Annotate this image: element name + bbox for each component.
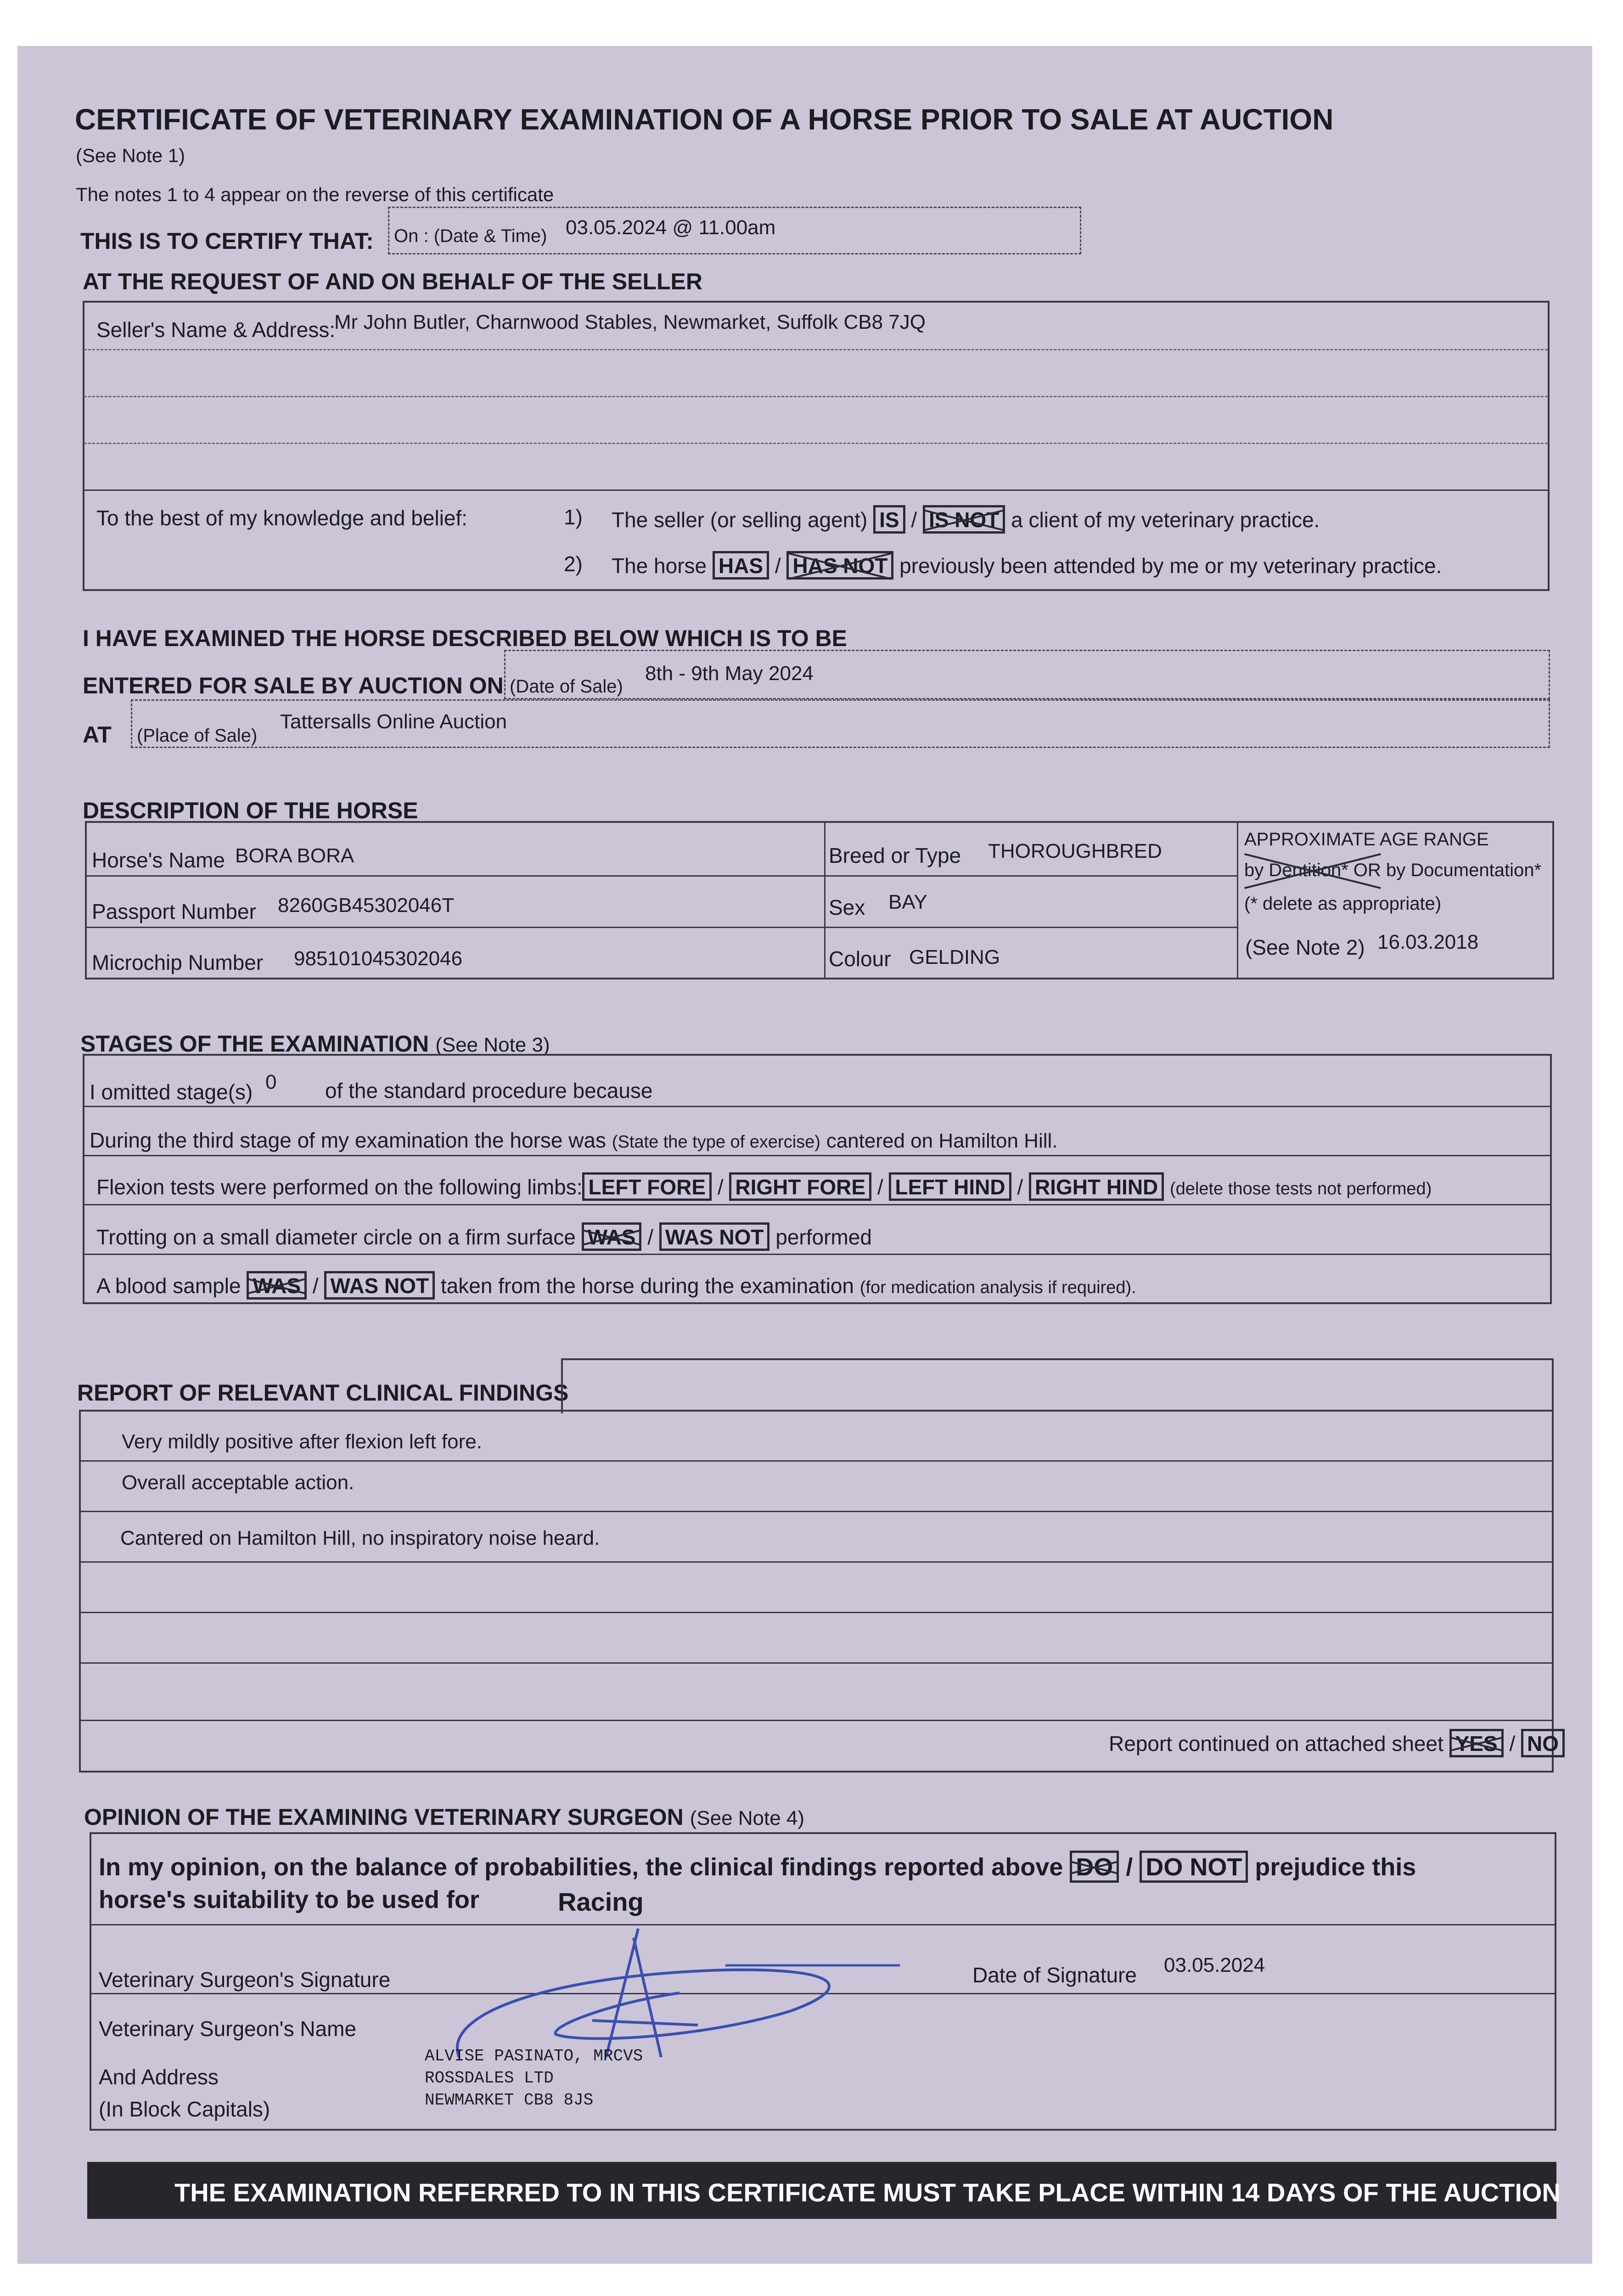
stamp-line-2: ROSSDALES LTD: [425, 2069, 554, 2088]
continued-row: [1109, 1729, 1565, 1757]
slash: /: [717, 1175, 724, 1199]
slash: /: [1017, 1175, 1023, 1199]
left-fore-option[interactable]: LEFT FORE: [582, 1172, 712, 1201]
report-box: [79, 1410, 1554, 1773]
age-value[interactable]: 16.03.2018: [1377, 931, 1479, 953]
is-option[interactable]: IS: [873, 505, 905, 534]
third-stage-label: During the third stage of my examination the horse was: [90, 1128, 607, 1152]
seller-box: [83, 301, 1550, 591]
trot-was-not-option[interactable]: WAS NOT: [659, 1222, 770, 1251]
address-label: And Address: [99, 2065, 219, 2089]
continued-label: Report continued on attached sheet: [1109, 1732, 1443, 1756]
item1-suffix: a client of my veterinary practice.: [1011, 508, 1320, 532]
continued-yes-option-deleted[interactable]: YES: [1449, 1729, 1504, 1757]
item2-number: 2): [564, 552, 583, 576]
finding-line-3[interactable]: Cantered on Hamilton Hill, no inspiratory noise heard.: [120, 1527, 600, 1549]
item2-suffix: previously been attended by me or my veterinary practice.: [899, 554, 1442, 578]
report-section-heading: REPORT OF RELEVANT CLINICAL FINDINGS: [77, 1380, 569, 1406]
divider: [80, 1561, 1552, 1563]
opinion-use-value[interactable]: Racing: [558, 1887, 644, 1916]
omitted-label: I omitted stage(s): [90, 1080, 253, 1104]
stages-see-note-3: (See Note 3): [435, 1034, 550, 1056]
description-section-heading: DESCRIPTION OF THE HORSE: [83, 798, 418, 823]
stamp-line-1: ALVISE PASINATO, MRCVS: [425, 2047, 643, 2065]
breed-value[interactable]: THOROUGHBRED: [988, 840, 1162, 862]
block-capitals-label: (In Block Capitals): [99, 2097, 270, 2121]
third-stage-note: (State the type of exercise): [612, 1132, 820, 1152]
age-delete-note: (* delete as appropriate): [1244, 894, 1442, 914]
stages-heading-row: [80, 1032, 550, 1055]
divider: [84, 1106, 1550, 1107]
blood-label: A blood sample: [96, 1274, 241, 1298]
divider: [80, 1612, 1552, 1613]
date-of-signature-value[interactable]: 03.05.2024: [1164, 1954, 1265, 1976]
divider: [84, 396, 1548, 397]
finding-line-1[interactable]: Very mildly positive after flexion left fore.: [122, 1430, 482, 1453]
right-hind-option[interactable]: RIGHT HIND: [1029, 1172, 1164, 1201]
left-hind-option[interactable]: LEFT HIND: [889, 1172, 1011, 1201]
opinion-text-2: prejudice this: [1255, 1853, 1416, 1881]
is-not-option-deleted[interactable]: IS NOT: [923, 505, 1005, 534]
by-documentation[interactable]: by Documentation*: [1386, 860, 1542, 880]
blood-note: (for medication analysis if required).: [859, 1278, 1136, 1297]
sex-value[interactable]: BAY: [888, 891, 927, 913]
trot-suffix: performed: [775, 1225, 872, 1249]
slash: /: [775, 554, 781, 578]
item1-row: [612, 505, 1320, 534]
third-stage-row: [90, 1130, 1058, 1151]
datetime-value: 03.05.2024 @ 11.00am: [566, 216, 776, 239]
date-of-signature-label: Date of Signature: [972, 1963, 1137, 1987]
sale-line2: ENTERED FOR SALE BY AUCTION ON: [83, 673, 504, 698]
age-range-title: APPROXIMATE AGE RANGE: [1244, 829, 1489, 850]
divider: [84, 349, 1548, 350]
slash: /: [647, 1225, 654, 1249]
colour-value[interactable]: GELDING: [909, 946, 1000, 968]
colour-label: Colour: [829, 947, 891, 971]
sale-place-value: Tattersalls Online Auction: [280, 710, 507, 733]
trot-row: [96, 1222, 872, 1251]
opinion-text-1: In my opinion, on the balance of probabilities, the clinical findings reported above: [99, 1853, 1063, 1881]
divider: [84, 1155, 1550, 1156]
see-note-1: (See Note 1): [76, 145, 185, 166]
continued-no-option[interactable]: NO: [1521, 1729, 1565, 1757]
third-stage-value[interactable]: cantered on Hamilton Hill.: [826, 1130, 1058, 1152]
signature-label: Veterinary Surgeon's Signature: [99, 1968, 391, 1992]
divider: [80, 1662, 1552, 1664]
flexion-label: Flexion tests were performed on the following limbs:: [96, 1175, 583, 1199]
age-method-row: [1244, 861, 1541, 879]
by-dentition-deleted[interactable]: by Dentition* OR: [1244, 860, 1381, 880]
divider: [86, 875, 1237, 877]
opinion-text-row: [99, 1851, 1416, 1883]
surgeon-name-label: Veterinary Surgeon's Name: [99, 2017, 357, 2041]
trot-label: Trotting on a small diameter circle on a firm surface: [96, 1225, 576, 1249]
blood-suffix: taken from the horse during the examination: [440, 1274, 854, 1298]
divider: [80, 1511, 1552, 1512]
passport-value[interactable]: 8260GB45302046T: [278, 894, 455, 917]
breed-label: Breed or Type: [829, 844, 961, 867]
seller-name-value[interactable]: Mr John Butler, Charnwood Stables, Newmarket, Suffolk CB8 7JQ: [334, 311, 926, 333]
age-see-note-2: (See Note 2): [1245, 935, 1365, 959]
item2-row: [612, 551, 1442, 580]
flexion-row: [96, 1172, 1432, 1201]
datetime-label: On : (Date & Time): [394, 226, 547, 246]
slash: /: [1509, 1732, 1516, 1756]
microchip-value[interactable]: 985101045302046: [294, 947, 463, 970]
horse-name-label: Horse's Name: [92, 848, 225, 872]
notes-line: The notes 1 to 4 appear on the reverse of this certificate: [76, 184, 554, 205]
has-not-option-deleted[interactable]: HAS NOT: [786, 551, 893, 580]
slash: /: [312, 1274, 319, 1298]
stamp-line-3: NEWMARKET CB8 8JS: [425, 2091, 594, 2110]
item2-prefix: The horse: [612, 554, 707, 578]
seller-section-heading: AT THE REQUEST OF AND ON BEHALF OF THE SELLER: [83, 269, 702, 294]
microchip-label: Microchip Number: [92, 951, 264, 974]
opinion-heading-row: [84, 1806, 804, 1829]
at-label: AT: [83, 722, 112, 748]
sale-date-label: (Date of Sale): [510, 676, 623, 697]
stages-section-heading: STAGES OF THE EXAMINATION: [80, 1031, 429, 1057]
blood-was-not-option[interactable]: WAS NOT: [324, 1271, 435, 1300]
do-option-deleted[interactable]: DO: [1070, 1851, 1119, 1883]
opinion-see-note-4: (See Note 4): [690, 1807, 805, 1829]
sale-place-label: (Place of Sale): [137, 726, 258, 746]
opinion-section-heading: OPINION OF THE EXAMINING VETERINARY SURGEON: [84, 1804, 684, 1830]
item1-prefix: The seller (or selling agent): [612, 508, 868, 532]
omitted-value[interactable]: 0: [265, 1071, 277, 1093]
divider: [1237, 822, 1238, 979]
right-fore-option[interactable]: RIGHT FORE: [729, 1172, 871, 1201]
divider: [824, 822, 826, 979]
opinion-text-3: horse's suitability to be used for: [99, 1886, 479, 1913]
blood-was-option-deleted[interactable]: WAS: [247, 1271, 307, 1300]
footer-text: THE EXAMINATION REFERRED TO IN THIS CERTIFICATE MUST TAKE PLACE WITHIN 14 DAYS OF THE AUCTION: [174, 2178, 1561, 2207]
divider: [84, 443, 1548, 444]
sale-line1: I HAVE EXAMINED THE HORSE DESCRIBED BELOW WHICH IS TO BE: [83, 625, 847, 651]
seller-name-label: Seller's Name & Address:: [96, 318, 336, 342]
slash: /: [877, 1175, 883, 1199]
passport-label: Passport Number: [92, 900, 256, 923]
blood-row: [96, 1271, 1136, 1300]
sex-label: Sex: [829, 895, 865, 919]
slash: /: [1126, 1853, 1133, 1881]
certificate-title: CERTIFICATE OF VETERINARY EXAMINATION OF A HORSE PRIOR TO SALE AT AUCTION: [75, 103, 1334, 136]
divider: [84, 1204, 1550, 1205]
divider: [80, 1720, 1552, 1721]
slash: /: [911, 508, 917, 532]
divider: [84, 1254, 1550, 1255]
flexion-note: (delete those tests not performed): [1170, 1179, 1432, 1199]
divider: [80, 1460, 1552, 1462]
finding-line-2[interactable]: Overall acceptable action.: [122, 1471, 354, 1494]
divider: [84, 490, 1548, 491]
item1-number: 1): [564, 505, 583, 529]
horse-name-value[interactable]: BORA BORA: [235, 844, 354, 867]
sale-date-value: 8th - 9th May 2024: [645, 662, 814, 685]
knowledge-label: To the best of my knowledge and belief:: [96, 506, 468, 530]
divider: [86, 927, 1237, 928]
trot-was-option-deleted[interactable]: WAS: [582, 1222, 642, 1251]
do-not-option[interactable]: DO NOT: [1140, 1851, 1248, 1883]
has-option[interactable]: HAS: [713, 551, 769, 580]
report-heading-box: [561, 1358, 1554, 1413]
omitted-suffix: of the standard procedure because: [325, 1079, 653, 1103]
certify-label: THIS IS TO CERTIFY THAT:: [80, 228, 374, 254]
